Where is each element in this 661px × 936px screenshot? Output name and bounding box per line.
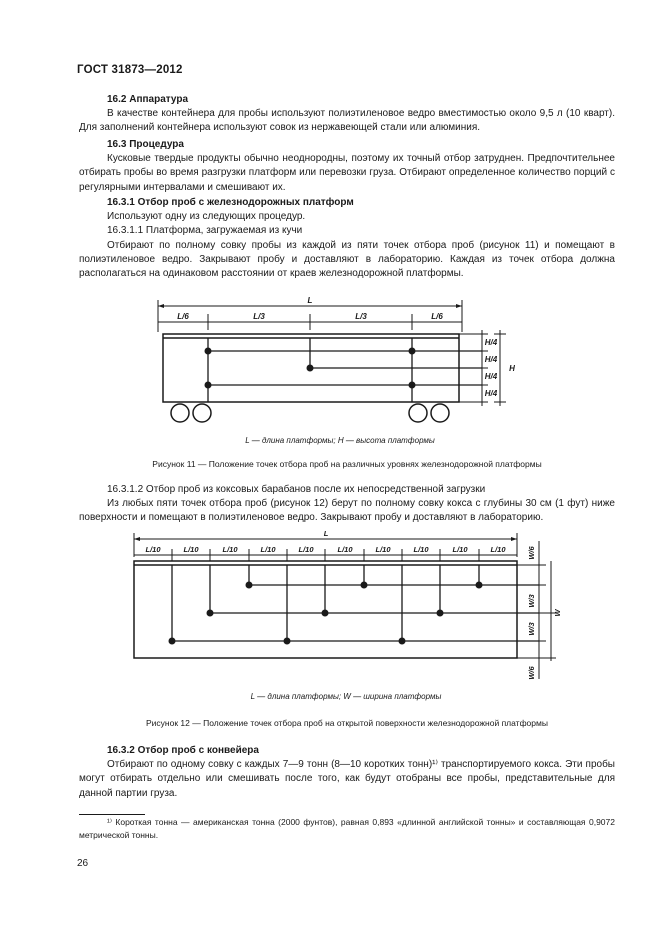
sampling-point: [399, 638, 406, 645]
sampling-point: [205, 348, 212, 355]
dim-label-H: H: [509, 364, 515, 373]
dim-label: L/3: [355, 312, 367, 321]
sampling-point: [409, 348, 416, 355]
sampling-point: [284, 638, 291, 645]
standard-header: ГОСТ 31873—2012: [77, 64, 183, 76]
sampling-point: [361, 582, 368, 589]
figure-11-legend: L — длина платформы; H — высота платформы: [245, 436, 435, 445]
section-16-3-1-2: [79, 483, 615, 526]
section-16-2: [79, 93, 615, 136]
paragraph: Отбирают по полному совку пробы из каждой из пяти точек отбора проб (рисунок 11) и помещают в полиэтиленовое ведро. Закрывают пробу и доставляют в лабораторию. Каждая из точек отбора должна располагаться на одинаковом расстоянии от краев железнодорожной платформы.: [79, 239, 615, 280]
section-16-3: [79, 138, 615, 195]
dim-label: L/10: [298, 545, 314, 554]
dim-label: L/3: [253, 312, 265, 321]
footnote-text: ¹⁾ Короткая тонна — американская тонна (2000 фунтов), равная 0,893 «длинной английской тонны» и составляющая 0,9072 метрической тонны.: [79, 817, 615, 840]
section-16-3-2: [79, 744, 615, 801]
dim-label: L/10: [375, 545, 391, 554]
dim-label: W/3: [527, 622, 536, 636]
dim-label: W/6: [527, 546, 536, 560]
dim-label: H/4: [484, 338, 498, 347]
paragraph: В качестве контейнера для пробы используют полиэтиленовое ведро вместимостью около 9,5 л (10 кварт). Для заполнений контейнера используют совок из нержавеющей стали или алюминия.: [79, 108, 615, 134]
sampling-point: [205, 382, 212, 389]
figure-11-caption: Рисунок 11 — Положение точек отбора проб на различных уровнях железнодорожной платформы: [152, 459, 542, 469]
dim-label: L/10: [490, 545, 506, 554]
dim-label: L/10: [413, 545, 429, 554]
dim-label: L/6: [431, 312, 443, 321]
dim-label: L/10: [260, 545, 276, 554]
figure-11-drawing: [150, 292, 530, 432]
figure-12: [126, 527, 566, 687]
sampling-point: [322, 610, 329, 617]
sampling-point: [207, 610, 214, 617]
footnote-separator: [79, 814, 145, 815]
dim-label: L/10: [183, 545, 199, 554]
dim-label: W/6: [527, 666, 536, 680]
sampling-point: [246, 582, 253, 589]
dim-label: H/4: [484, 372, 498, 381]
footnote: [79, 816, 615, 841]
paragraph: Отбирают по одному совку с каждых 7—9 тонн (8—10 коротких тонн)¹⁾ транспортируемого кокса. Эти пробы могут отбирать отдельно или смешивать после того, как будут отобраны все пробы, представительные для данной партии груза.: [79, 759, 615, 799]
sampling-point: [307, 365, 314, 372]
figure-12-caption: Рисунок 12 — Положение точек отбора проб на открытой поверхности железнодорожной платформы: [146, 718, 548, 728]
sampling-point: [409, 382, 416, 389]
sampling-point: [476, 582, 483, 589]
figure-12-drawing: [126, 527, 566, 687]
dim-label-L: L: [307, 296, 313, 305]
paragraph: Кусковые твердые продукты обычно неоднородны, поэтому их точный отбор затруднен. Предпочтительнее отбирать пробы во время разгрузки платформ или перевозки груза. Отбирают определенное количество порций с регулярными интервалами и смешивают их.: [79, 153, 615, 193]
dim-label: L/6: [177, 312, 189, 321]
sampling-point: [169, 638, 176, 645]
dim-label: H/4: [484, 389, 498, 398]
dim-label-W: W: [553, 609, 562, 617]
sampling-point: [437, 610, 444, 617]
section-16-3-1: [79, 196, 615, 281]
dim-label-L: L: [323, 529, 329, 538]
subsection-heading: 16.3.1.2 Отбор проб из коксовых барабанов после их непосредственной загрузки: [107, 484, 486, 495]
figure-11: [150, 292, 530, 432]
dim-label: W/3: [527, 594, 536, 608]
page-number: 26: [77, 858, 89, 869]
section-heading: 16.3.2 Отбор проб с конвейера: [107, 745, 259, 756]
section-heading: 16.3.1 Отбор проб с железнодорожных платформ: [107, 197, 354, 208]
dim-label: H/4: [484, 355, 498, 364]
dim-label: L/10: [337, 545, 353, 554]
paragraph: Используют одну из следующих процедур.: [107, 211, 306, 223]
section-heading: 16.2 Аппаратура: [107, 94, 189, 105]
dim-label: L/10: [145, 545, 161, 554]
subsection-heading: 16.3.1.1 Платформа, загружаемая из кучи: [107, 225, 303, 237]
paragraph: Из любых пяти точек отбора проб (рисунок 12) берут по полному совку кокса с глубины 30 см (1 фут) ниже поверхности и помещают в полиэтиленовое ведро. Закрывают пробу и доставляют в лабораторию.: [79, 498, 615, 524]
dim-label: L/10: [452, 545, 468, 554]
dim-label: L/10: [222, 545, 238, 554]
section-heading: 16.3 Процедура: [107, 139, 184, 150]
figure-12-legend: L — длина платформы; W — ширина платформы: [250, 692, 442, 701]
